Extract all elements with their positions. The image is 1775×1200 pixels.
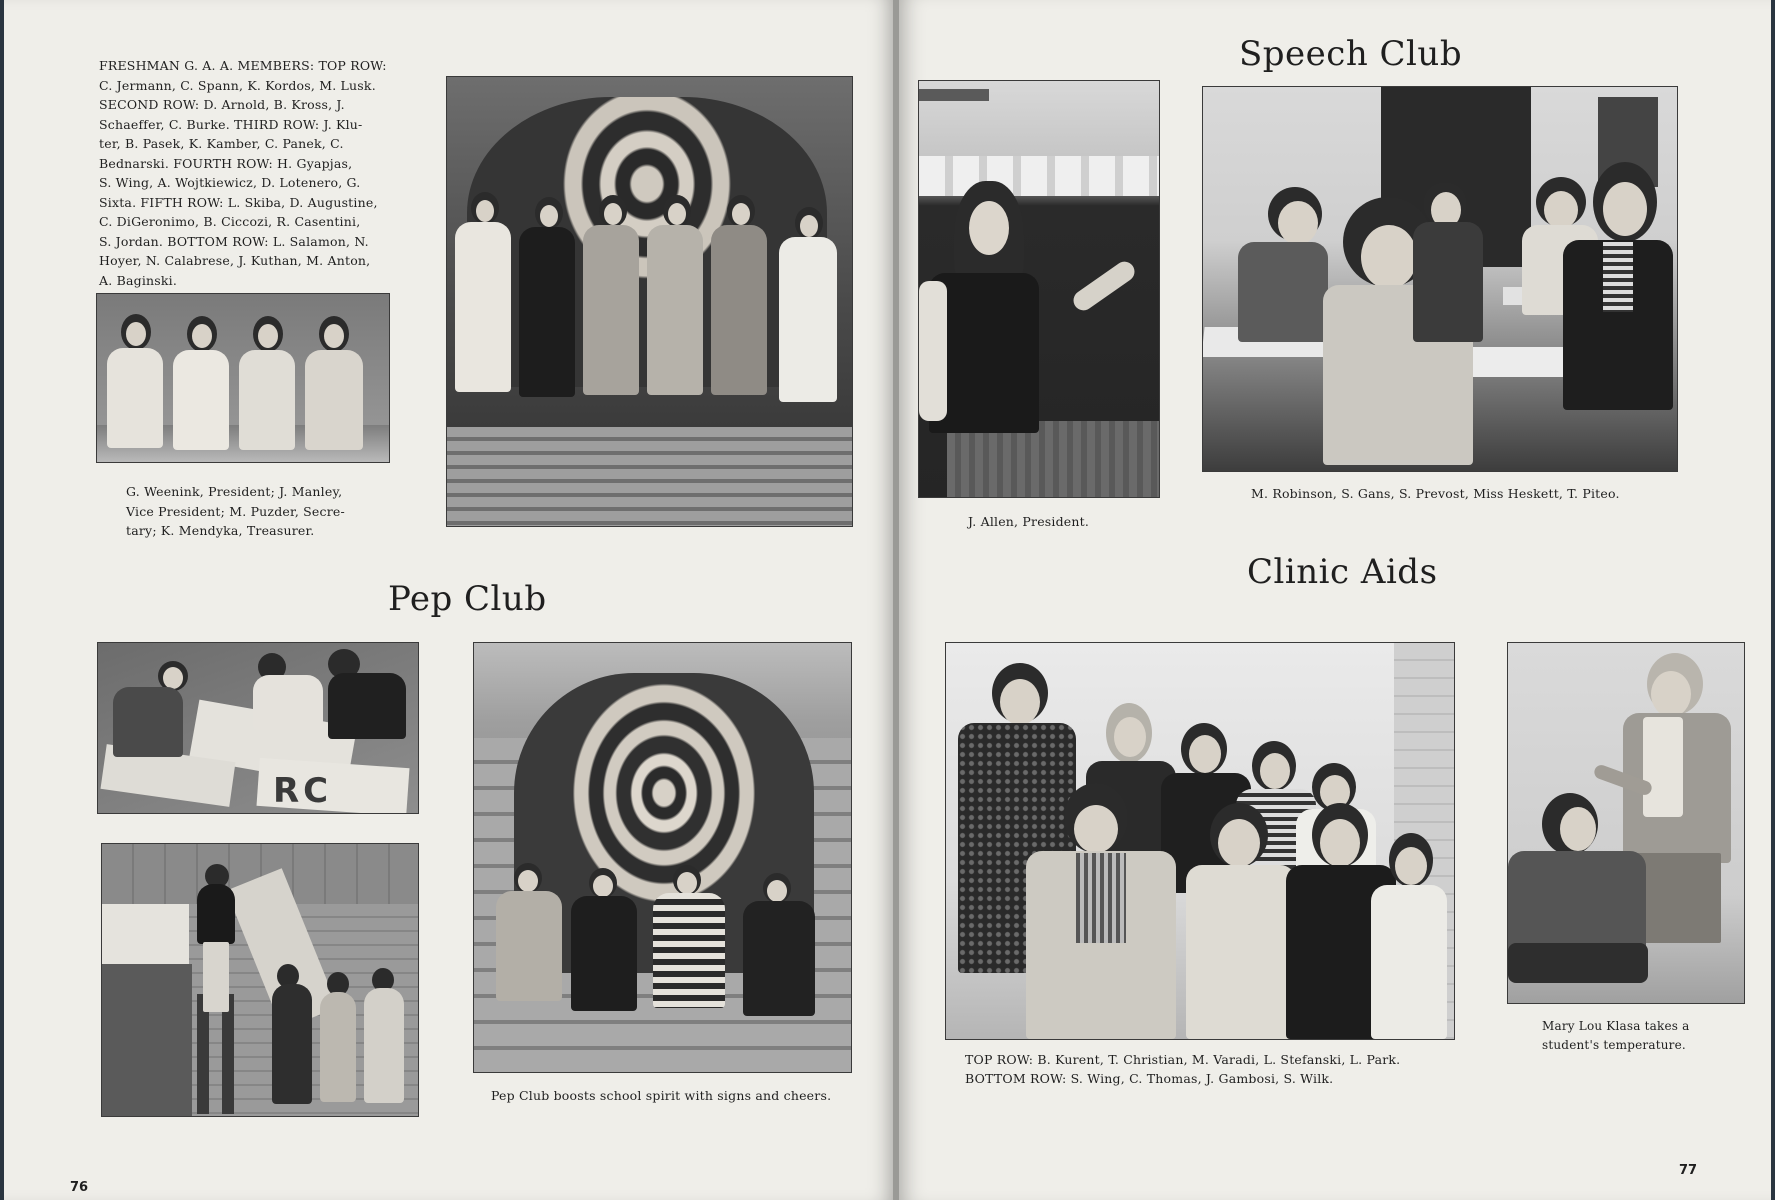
clinic-temperature-caption: [1542, 1017, 1689, 1055]
clinic-aids-title: Clinic Aids: [1247, 552, 1438, 592]
speech-club-group-caption: M. Robinson, S. Gans, S. Prevost, Miss Heskett, T. Piteo.: [1251, 486, 1620, 501]
pep-club-title: Pep Club: [388, 579, 547, 619]
klasa-caption-line: Mary Lou Klasa takes a: [1542, 1019, 1690, 1033]
gaa-roster-line: FRESHMAN G. A. A. MEMBERS: TOP ROW:: [99, 58, 387, 73]
gaa-officers-photo: [96, 293, 390, 463]
right-page-number: 77: [1679, 1163, 1698, 1178]
gaa-roster-line: A. Baginski.: [99, 272, 178, 288]
clinic-aids-group-photo: [945, 642, 1455, 1040]
officers-caption-line: tary; K. Mendyka, Treasurer.: [126, 523, 315, 538]
pep-club-sign-painting-photo: RC: [97, 642, 419, 814]
gaa-roster-line: ter, B. Pasek, K. Kamber, C. Panek, C.: [99, 136, 344, 151]
officers-caption-line: Vice President; M. Puzder, Secre-: [126, 503, 345, 519]
speech-club-president-photo: [918, 80, 1160, 498]
klasa-caption-line: student's temperature.: [1542, 1038, 1686, 1052]
gaa-roster-line: S. Wing, A. Wojtkiewicz, D. Lotenero, G.: [99, 175, 361, 190]
pep-club-banner-hanging-photo: [101, 843, 419, 1117]
clinic-caption-bottom-row: BOTTOM ROW: S. Wing, C. Thomas, J. Gambosi, S. Wilk.: [965, 1071, 1334, 1086]
gaa-roster-line: SECOND ROW: D. Arnold, B. Kross, J.: [99, 97, 345, 112]
clinic-temperature-photo: [1507, 642, 1745, 1004]
gaa-roster-line: S. Jordan. BOTTOM ROW: L. Salamon, N.: [99, 233, 369, 249]
speech-club-title: Speech Club: [1239, 34, 1463, 74]
gaa-roster-line: Bednarski. FOURTH ROW: H. Gyapjas,: [99, 155, 353, 171]
clinic-aids-caption: [965, 1050, 1445, 1088]
speech-club-group-photo: [1202, 86, 1678, 472]
gaa-roster-line: C. DiGeronimo, B. Ciccozi, R. Casentini,: [99, 214, 361, 229]
gaa-roster-text: [99, 56, 409, 290]
gaa-roster-line: C. Jermann, C. Spann, K. Kordos, M. Lusk.: [99, 77, 376, 93]
gaa-officers-caption: [126, 482, 386, 541]
clinic-caption-top-row: TOP ROW: B. Kurent, T. Christian, M. Varadi, L. Stefanski, L. Park.: [965, 1052, 1401, 1067]
gaa-roster-line: Sixta. FIFTH ROW: L. Skiba, D. Augustine,: [99, 194, 378, 210]
pep-club-cheering-photo: [473, 642, 852, 1073]
pep-club-caption: Pep Club boosts school spirit with signs and cheers.: [491, 1088, 832, 1103]
speech-club-president-caption: J. Allen, President.: [968, 514, 1090, 529]
gaa-roster-line: Schaeffer, C. Burke. THIRD ROW: J. Klu-: [99, 116, 363, 132]
officers-caption-line: G. Weenink, President; J. Manley,: [126, 484, 343, 499]
gaa-group-photo: [446, 76, 853, 527]
left-page-number: 76: [70, 1180, 89, 1195]
gaa-roster-line: Hoyer, N. Calabrese, J. Kuthan, M. Anton,: [99, 253, 371, 268]
